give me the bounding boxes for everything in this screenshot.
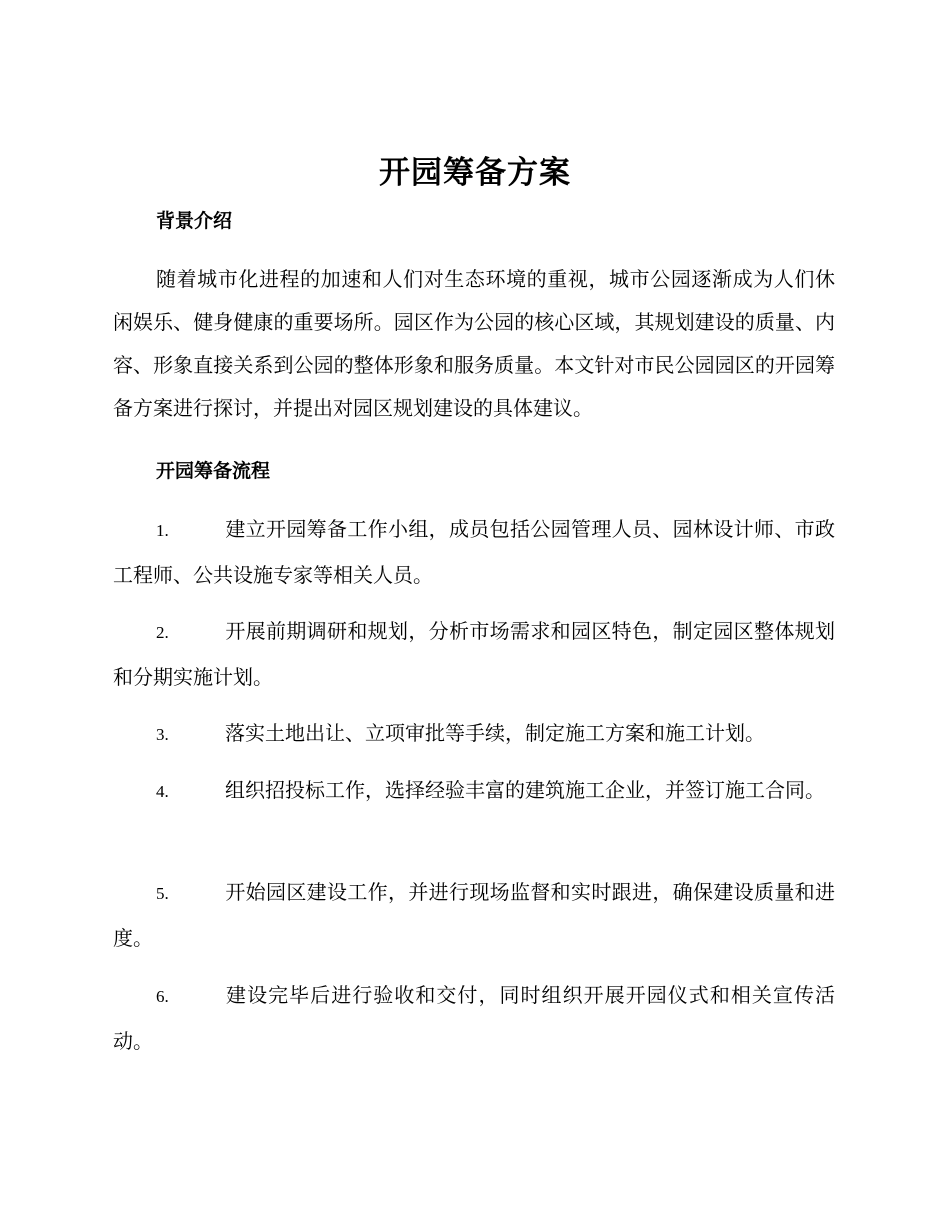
list-item-text: 开展前期调研和规划，分析市场需求和园区特色，制定园区整体规划和分期实施计划。: [113, 619, 835, 689]
list-item-text: 建立开园筹备工作小组，成员包括公园管理人员、园林设计师、市政工程师、公共设施专家等相关人员。: [113, 517, 835, 587]
list-item-text: 建设完毕后进行验收和交付，同时组织开展开园仪式和相关宣传活动。: [113, 983, 835, 1053]
list-item-number: 5.: [156, 884, 169, 903]
list-item-number: 3.: [156, 725, 169, 744]
list-item: [113, 711, 835, 757]
section-heading-process: 开园筹备流程: [156, 460, 271, 482]
list-item-number: 6.: [156, 987, 169, 1006]
list-item: [113, 768, 835, 814]
list-item-text: 组织招投标工作，选择经验丰富的建筑施工企业，并签订施工合同。: [225, 778, 825, 802]
list-item: [113, 507, 835, 598]
list-item-number: 1.: [156, 521, 169, 540]
section-heading-background: 背景介绍: [156, 210, 233, 232]
list-item-number: 2.: [156, 623, 169, 642]
list-item-number: 4.: [156, 782, 169, 801]
list-item: [113, 973, 835, 1064]
list-item: [113, 870, 835, 961]
list-item-text: 落实土地出让、立项审批等手续，制定施工方案和施工计划。: [225, 721, 765, 745]
document-title: 开园筹备方案: [379, 155, 571, 191]
list-item-text: 开始园区建设工作，并进行现场监督和实时跟进，确保建设质量和进度。: [113, 880, 835, 950]
background-paragraph: 随着城市化进程的加速和人们对生态环境的重视，城市公园逐渐成为人们休闲娱乐、健身健康的重要场所。园区作为公园的核心区域，其规划建设的质量、内容、形象直接关系到公园的整体形象和服务质量。本文针对市民公园园区的开园筹备方案进行探讨，并提出对园区规划建设的具体建议。: [113, 267, 835, 420]
list-item: [113, 609, 835, 700]
